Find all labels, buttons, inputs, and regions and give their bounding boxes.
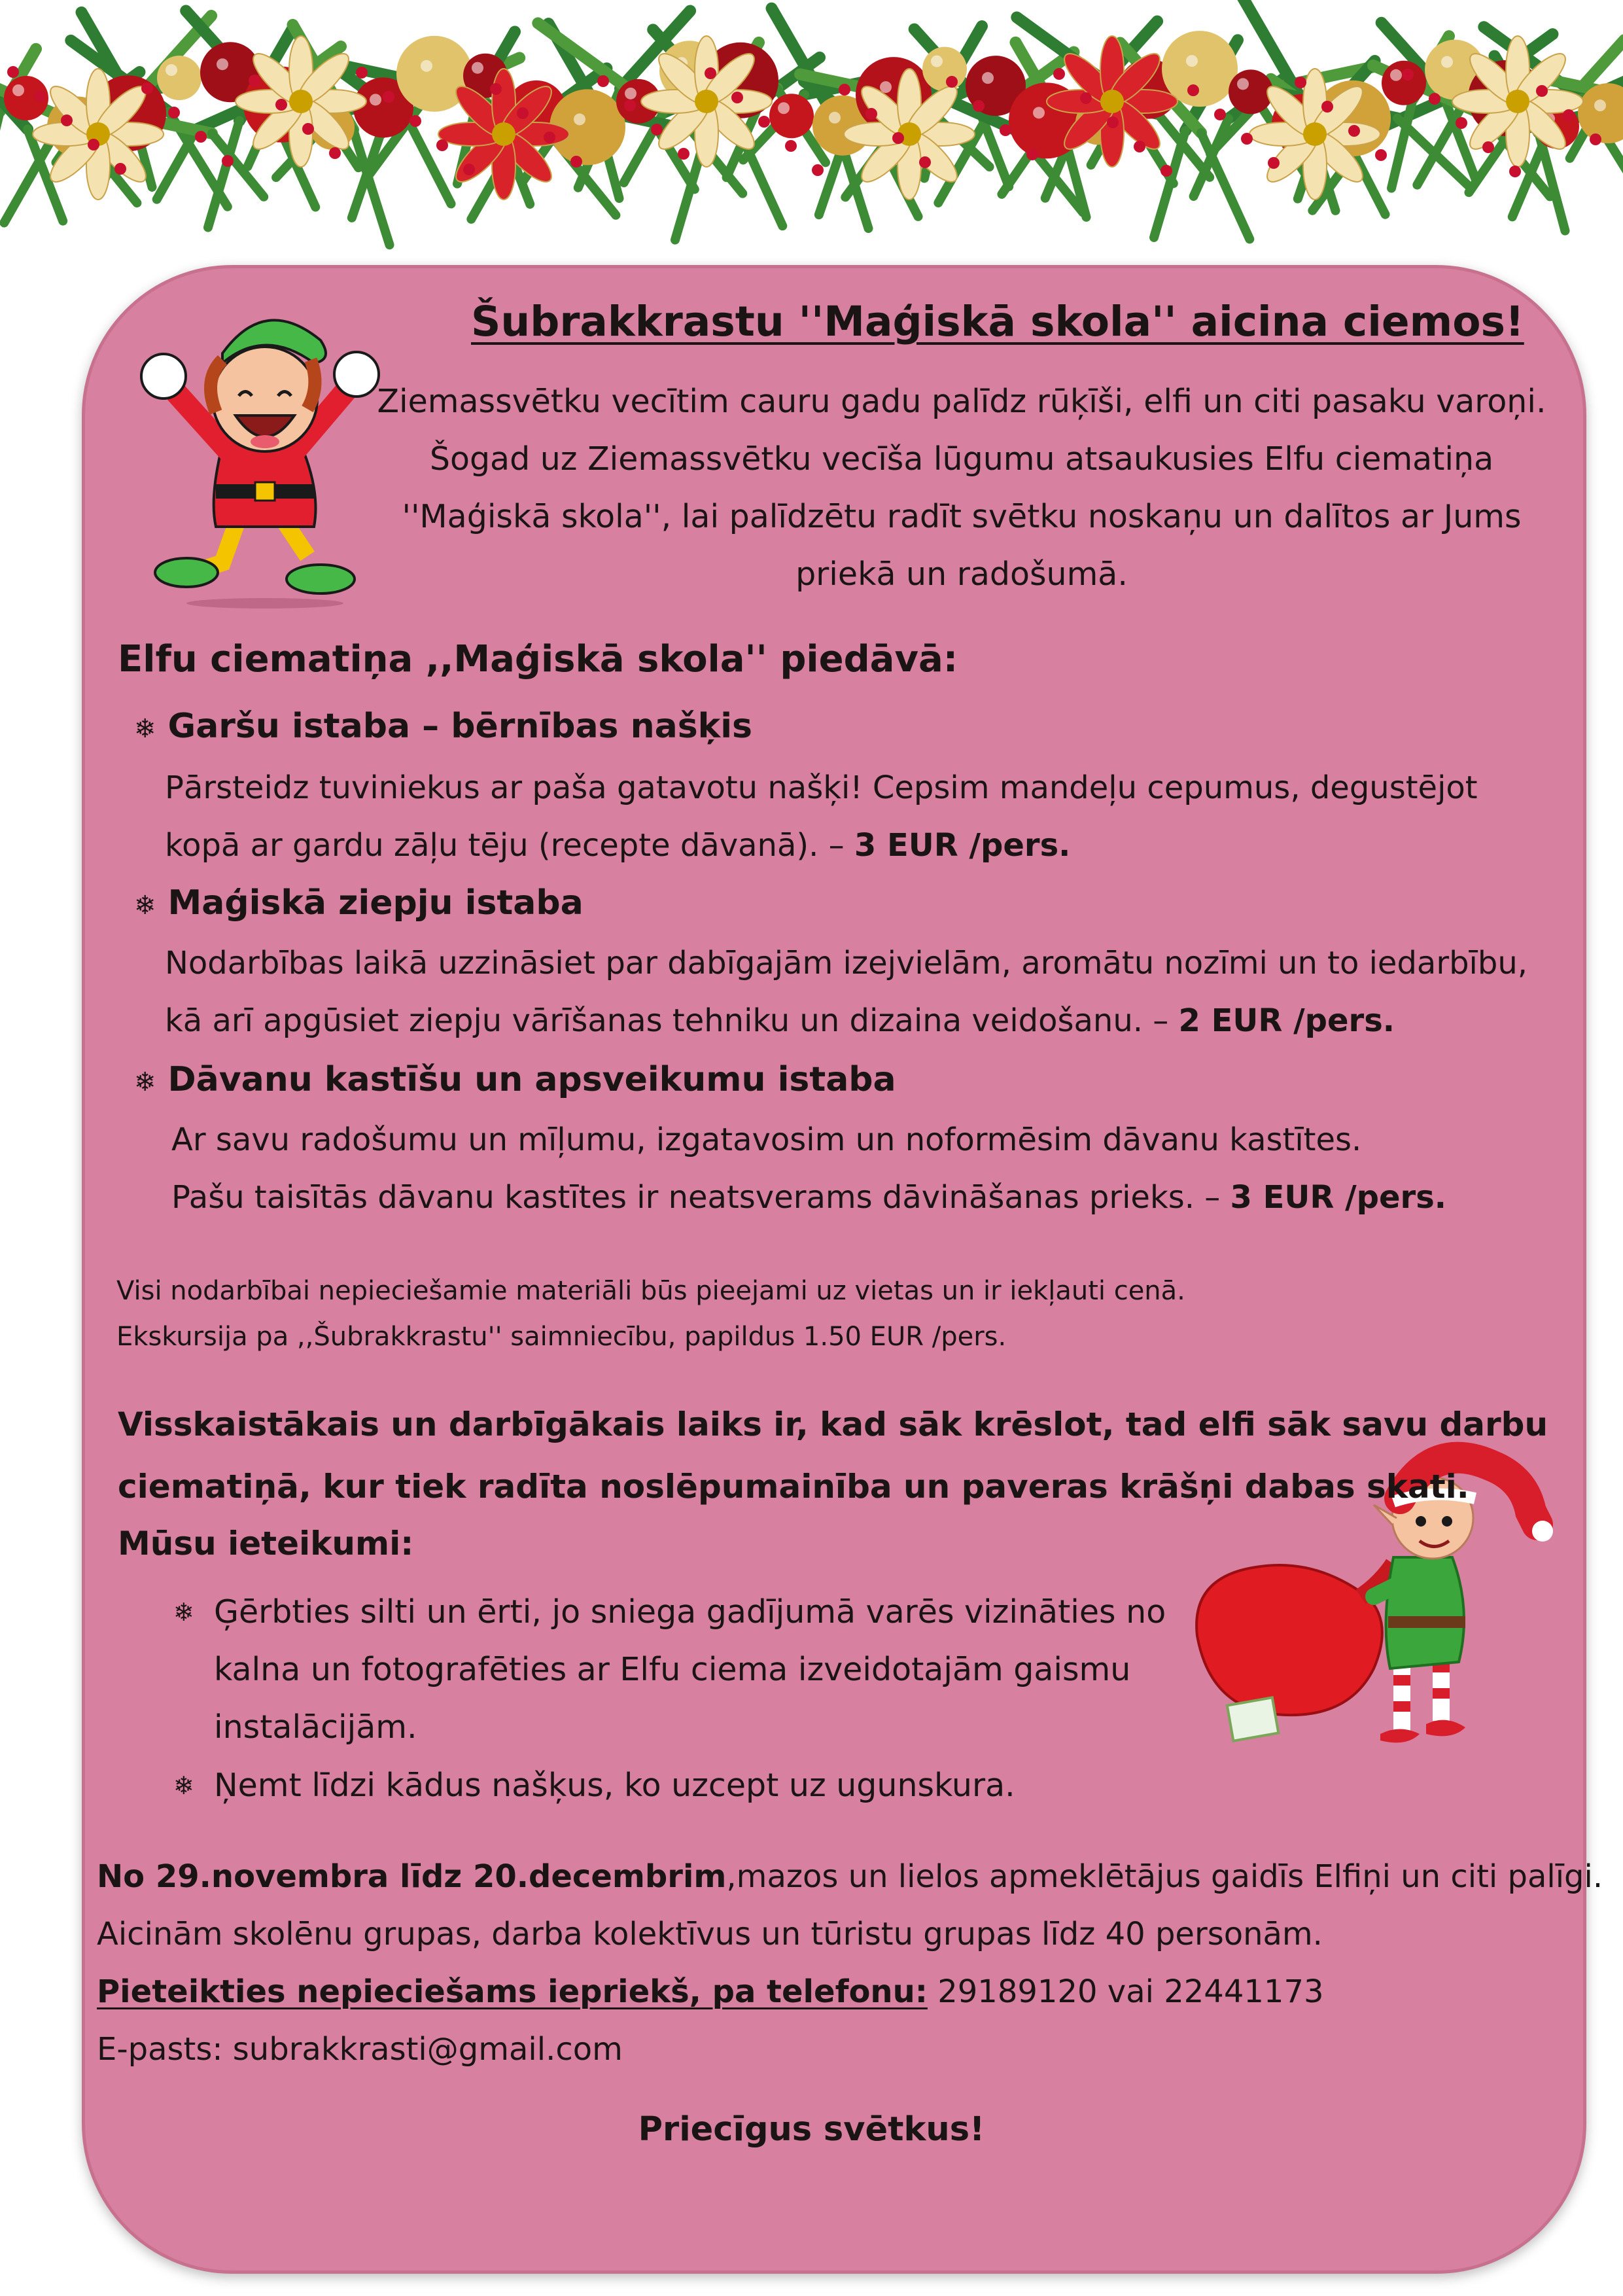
snowflake-icon: ❄: [134, 714, 156, 744]
email-line: E-pasts: subrakkrasti@gmail.com: [97, 2031, 623, 2068]
snowflake-icon: ❄: [134, 1067, 156, 1097]
snowflake-icon: ❄: [134, 891, 156, 921]
recommendation-item: ❄ Ģērbties silti un ērti, jo sniega gadījumā varēs vizināties no kalna un fotografēties ar Elfu ciema izveidotajām gaismu instalācijām.: [214, 1583, 1195, 1756]
activity-title-taste-room: ❄ Garšu istaba – bērnības našķis: [134, 707, 753, 746]
christmas-garland: [0, 0, 1623, 275]
twilight-paragraph: Visskaistākais un darbīgākais laiks ir, kad sāk krēslot, tad elfi sāk savu darbu ciematiņā, kur tiek radīta noslēpumainība un paveras krāšņi dabas skati.: [118, 1405, 1548, 1506]
groups-line: Aicinām skolēnu grupas, darba kolektīvus un tūristu grupas līdz 40 personām.: [97, 1916, 1323, 1952]
activity-title-gift-box-room: ❄ Dāvanu kastīšu un apsveikumu istaba: [134, 1060, 896, 1099]
activity-title-soap-room: ❄ Maģiskā ziepju istaba: [134, 883, 584, 923]
recommendation-item: ❄ Ņemt līdzi kādus našķus, ko uzcept uz ugunskura.: [214, 1757, 1195, 1814]
price: 2 EUR /pers.: [1178, 1002, 1395, 1039]
greeting: Priecīgus svētkus!: [638, 2110, 985, 2149]
schedule-dates: No 29.novembra līdz 20.decembrim: [97, 1858, 727, 1895]
activity-description-soap-room: Nodarbības laikā uzzināsiet par dabīgajām izejvielām, aromātu nozīmi un to iedarbību, kā arī apgūsiet ziepju vārīšanas tehniku un dizaina veidošanu. – 2 EUR /pers.: [165, 945, 1528, 1039]
activity-description-taste-room: Pārsteidz tuviniekus ar paša gatavotu našķi! Cepsim mandeļu cepumus, degustējot kopā ar gardu zāļu tēju (recepte dāvanā). – 3 EUR /pers.: [165, 769, 1478, 864]
phone-numbers: 29189120 vai 22441173: [927, 1973, 1324, 2010]
schedule-line: No 29.novembra līdz 20.decembrim,mazos un lielos apmeklētājus gaidīs Elfiņi un citi palīgi.: [97, 1858, 1603, 1895]
snowflake-icon: ❄: [173, 1771, 194, 1800]
excursion-note: Ekskursija pa ,,Šubrakkrastu'' saimniecību, papildus 1.50 EUR /pers.: [116, 1322, 1007, 1352]
recommendations-heading: Mūsu ieteikumi:: [118, 1525, 414, 1563]
price: 3 EUR /pers.: [1230, 1179, 1446, 1216]
signup-line: [97, 1973, 1324, 2010]
price: 3 EUR /pers.: [854, 827, 1071, 864]
signup-label: Pieteikties nepieciešams iepriekš, pa telefonu:: [97, 1973, 928, 2010]
page-title: Šubrakkrastu ''Maģiskā skola'' aicina ciemos!: [471, 298, 1524, 345]
intro-paragraph: Ziemassvētku vecītim cauru gadu palīdz rūķīši, elfi un citi pasaku varoņi. Šogad uz Ziemassvētku vecīša lūgumu atsaukusies Elfu ciematiņa ''Maģiskā skola'', lai palīdzētu radīt svētku noskaņu un dalītos ar Jums priekā un radošumā.: [377, 383, 1546, 593]
materials-note: Visi nodarbībai nepieciešamie materiāli būs pieejami uz vietas un ir iekļauti cenā.: [116, 1276, 1185, 1306]
snowflake-icon: ❄: [173, 1598, 194, 1627]
activity-description-gift-box-room: Ar savu radošumu un mīļumu, izgatavosim un noformēsim dāvanu kastītes. Pašu taisītās dāvanu kastītes ir neatsverams dāvināšanas prieks. – 3 EUR /pers.: [171, 1122, 1446, 1216]
offers-heading: Elfu ciematiņa ,,Maģiskā skola'' piedāvā:: [118, 638, 958, 680]
